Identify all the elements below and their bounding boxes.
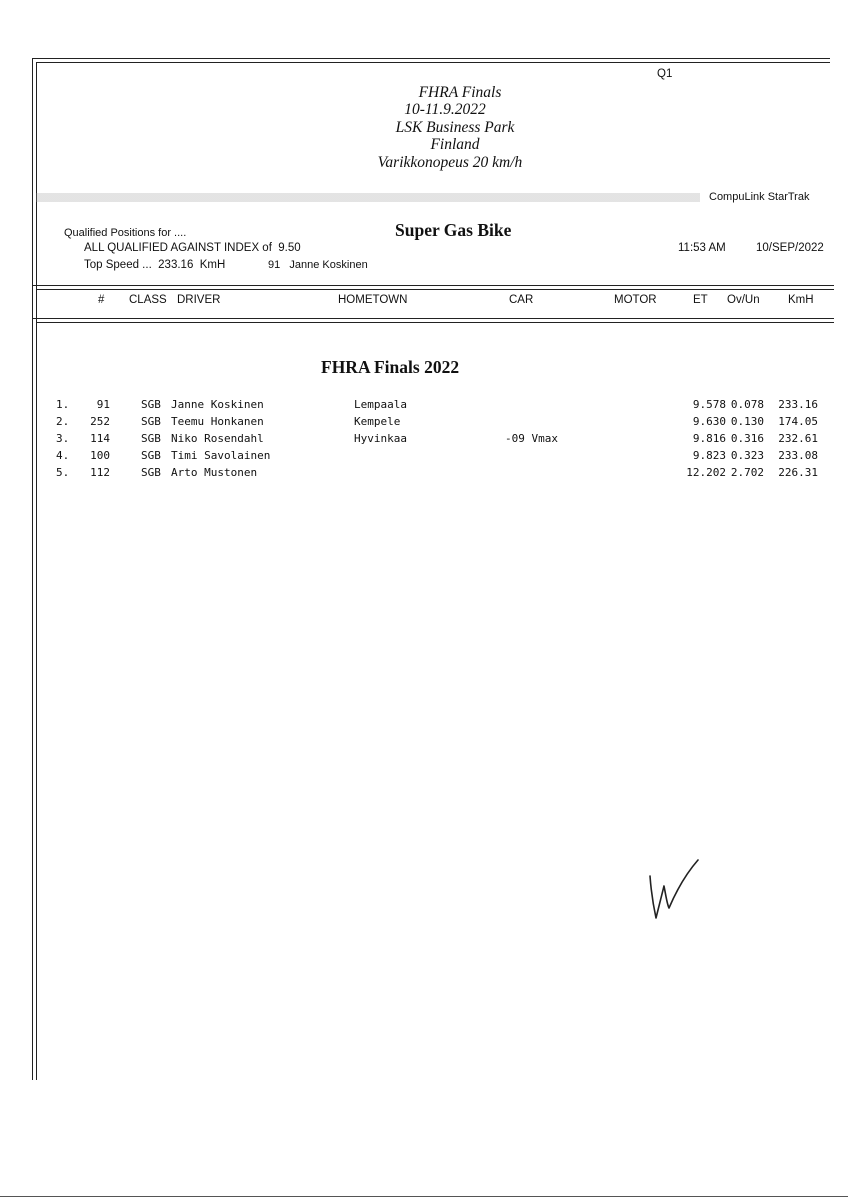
result-driver: Arto Mustonen [171,466,258,479]
col-car: CAR [509,294,534,306]
result-et: 9.578 [692,398,726,411]
result-position: 5. [56,466,70,479]
result-class: SGB [141,449,161,462]
result-ovun: 0.130 [730,415,764,428]
result-driver: Timi Savolainen [171,449,271,462]
top-border-outer [32,58,830,59]
report-date: 10/SEP/2022 [756,242,824,254]
result-driver: Niko Rosendahl [171,432,264,445]
result-number: 114 [90,432,110,445]
result-row [0,432,848,447]
result-ovun: 2.702 [730,466,764,479]
signature-mark [640,852,710,924]
result-class: SGB [141,432,161,445]
event-country: Finland [430,136,480,153]
col-kmh: KmH [788,294,814,306]
result-class: SGB [141,466,161,479]
class-title: Super Gas Bike [395,220,512,240]
result-ovun: 0.323 [730,449,764,462]
result-et: 9.823 [692,449,726,462]
col-motor: MOTOR [614,294,657,306]
event-title: FHRA Finals [418,84,502,101]
result-number: 112 [90,466,110,479]
result-number: 91 [96,398,110,411]
result-position: 1. [56,398,70,411]
result-ovun: 0.078 [730,398,764,411]
result-number: 252 [90,415,110,428]
result-car: -09 Vmax [505,432,558,445]
result-class: SGB [141,415,161,428]
col-num: # [98,294,105,306]
index-text: ALL QUALIFIED AGAINST INDEX of 9.50 [84,242,301,254]
result-et: 9.816 [692,432,726,445]
result-kmh: 233.08 [778,449,818,462]
result-kmh: 174.05 [778,415,818,428]
result-driver: Teemu Honkanen [171,415,264,428]
result-position: 4. [56,449,70,462]
result-kmh: 226.31 [778,466,818,479]
result-driver: Janne Koskinen [171,398,264,411]
left-border-inner [36,62,37,1080]
col-class: CLASS [129,294,167,306]
top-speed-driver: 91 Janne Koskinen [268,259,368,271]
result-row [0,398,848,413]
qualified-label: Qualified Positions for .... [64,227,187,239]
result-number: 100 [90,449,110,462]
report-time: 11:53 AM [678,242,726,254]
col-ovun: Ov/Un [727,294,760,306]
event-dates: 10-11.9.2022 [404,101,486,118]
result-row [0,449,848,464]
result-class: SGB [141,398,161,411]
dotted-separator [36,193,700,202]
col-driver: DRIVER [177,294,221,306]
result-kmh: 232.61 [778,432,818,445]
column-header-row [0,294,848,308]
event-venue: LSK Business Park [395,119,515,136]
result-et: 12.202 [686,466,726,479]
result-hometown: Hyvinkaa [354,432,407,445]
col-hometown: HOMETOWN [338,294,408,306]
top-border-inner [36,62,830,63]
columns-divider-1 [32,318,834,319]
section-title: FHRA Finals 2022 [321,357,460,377]
columns-divider-2 [36,322,834,323]
result-position: 3. [56,432,70,445]
header-divider-2 [36,289,834,290]
bottom-edge [0,1196,848,1197]
software-label: CompuLink StarTrak [709,191,810,203]
result-hometown: Lempaala [354,398,407,411]
result-row [0,415,848,430]
page-code: Q1 [657,68,673,80]
result-row [0,466,848,481]
event-pit-speed: Varikkonopeus 20 km/h [377,154,523,171]
result-hometown: Kempele [354,415,401,428]
result-et: 9.630 [692,415,726,428]
left-border-outer [32,58,33,1080]
header-divider-1 [32,285,834,286]
result-kmh: 233.16 [778,398,818,411]
result-position: 2. [56,415,70,428]
col-et: ET [693,294,708,306]
result-ovun: 0.316 [730,432,764,445]
top-speed-text: Top Speed ... 233.16 KmH [84,259,226,271]
